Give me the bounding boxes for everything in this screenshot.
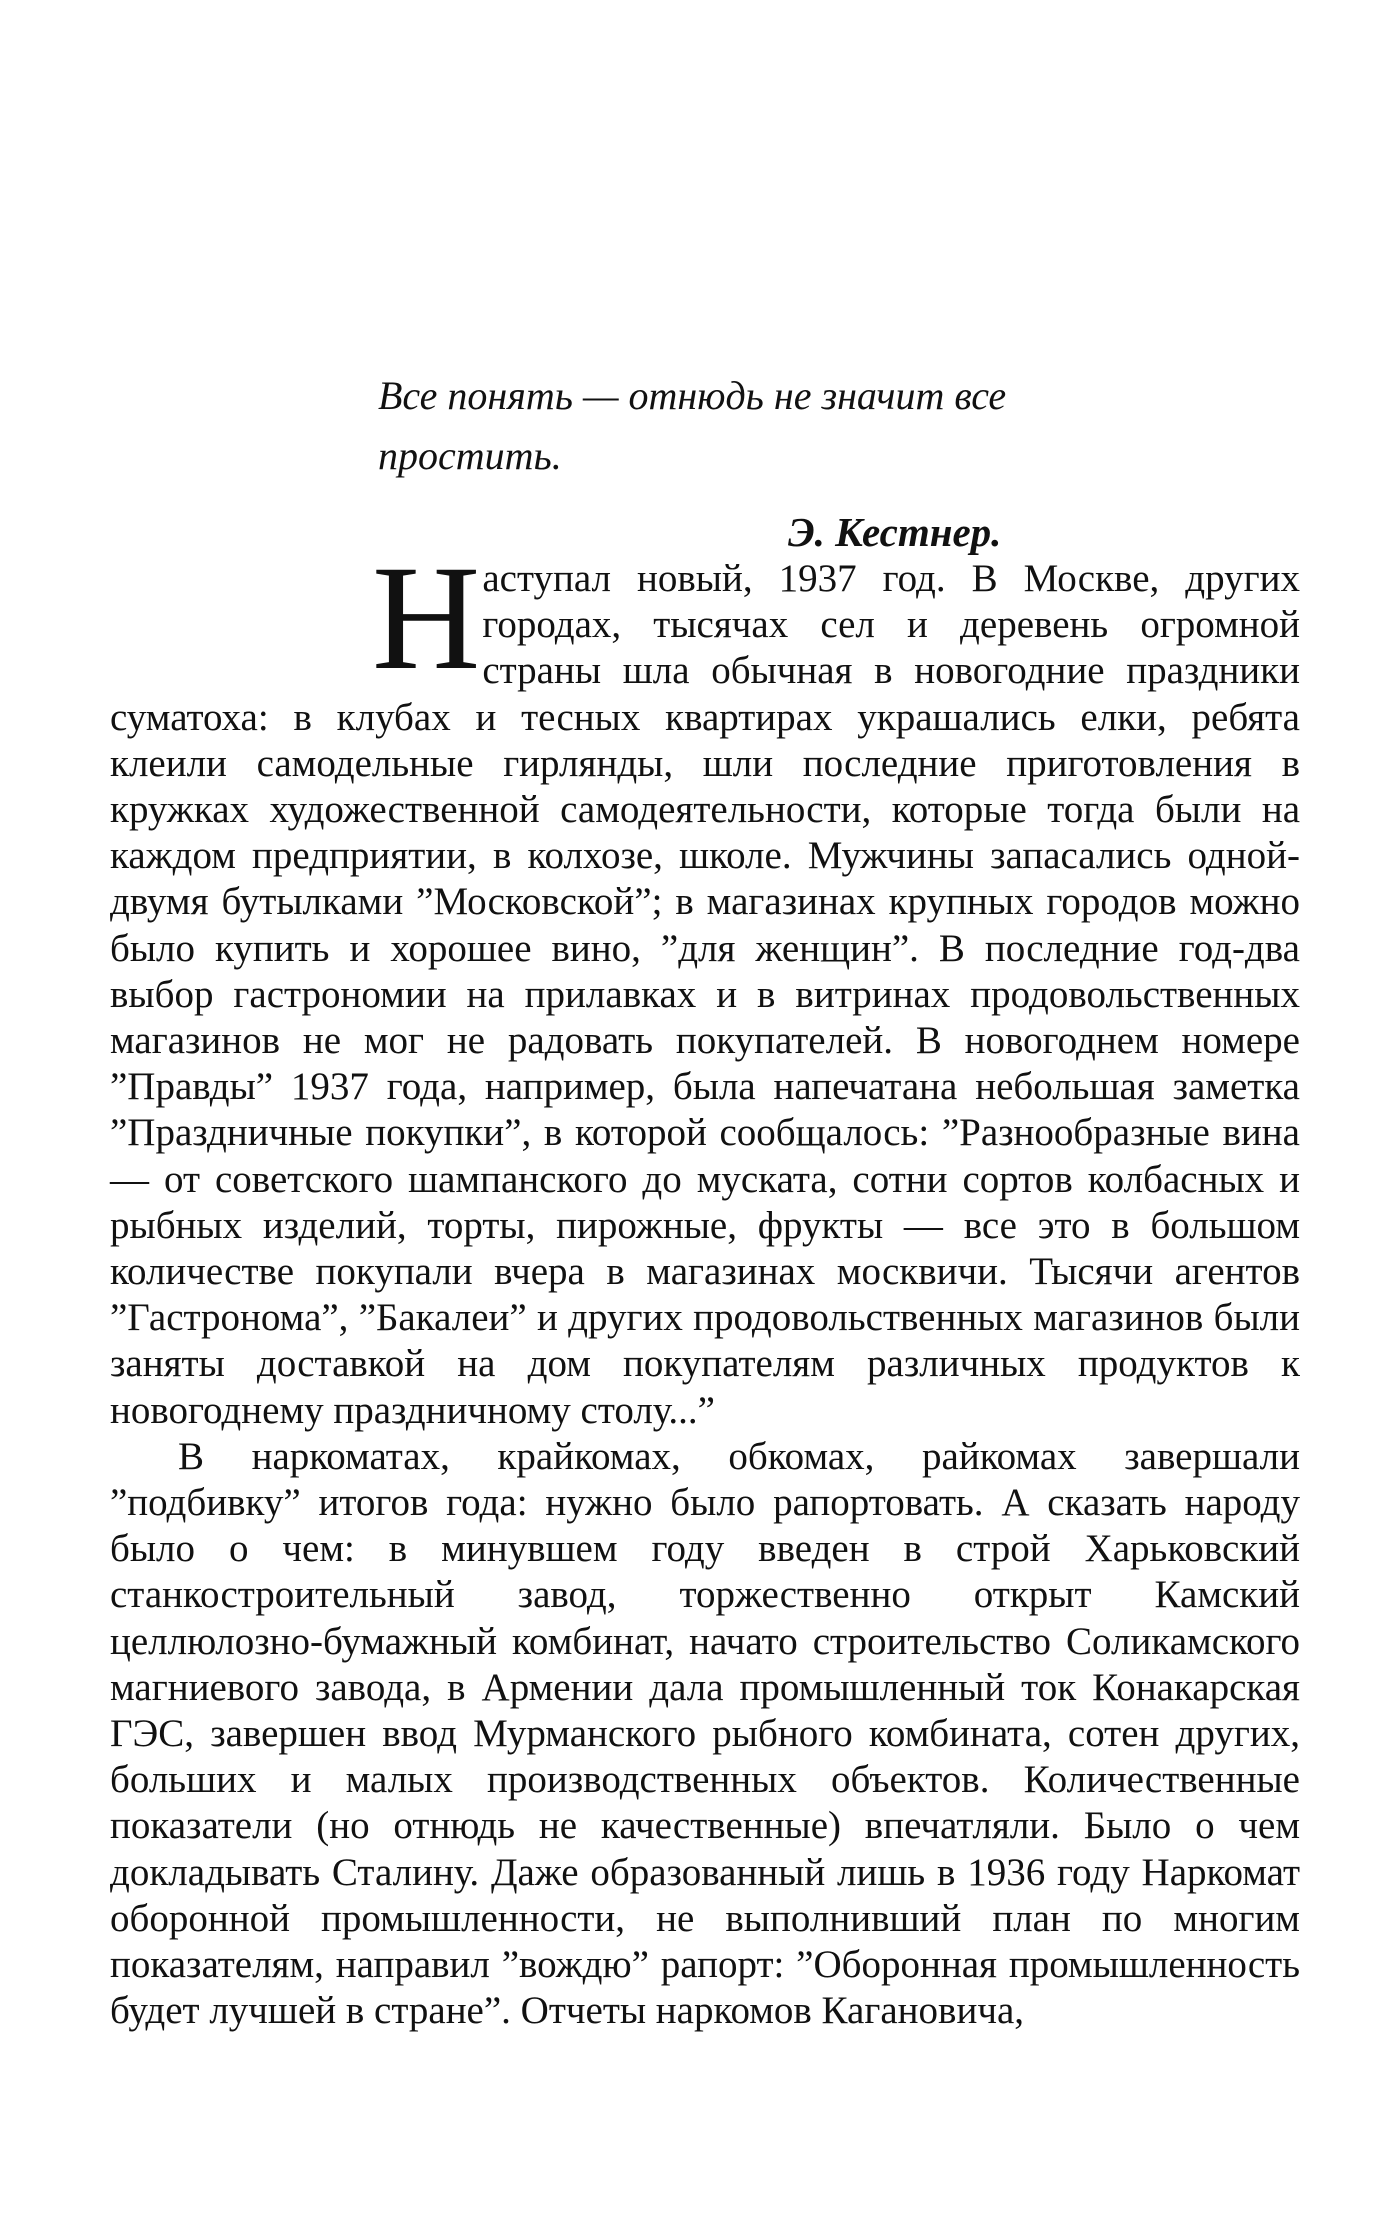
paragraph-1-text: аступал новый, 1937 год. В Москве, других городах, тысячах сел и деревень огромной страны шла обычная в новогодние праздники суматоха: в клубах и тесных квартирах украшались елки, ребята клеили самодельные гирлянды, шли последние приготовления в кружках художественной самодеятельности, которые тогда были на каждом предприятии, в колхозе, школе. Мужчины запасались одной-двумя бутылками ”Московской”; в магазинах крупных городов можно было купить и хорошее вино, ”для женщин”. В последние год-два выбор гастрономии на прилавках и в витринах продовольственных магазинов не мог не радовать покупателей. В новогоднем номере ”Правды” 1937 года, например, была напечатана небольшая заметка ”Праздничные покупки”, в которой сообщалось: ”Разнообразные вина — от советского шампанского до муската, сотни сортов колбасных и рыбных изделий, торты, пирожные, фрукты — все это в большом количестве покупали вчера в магазинах москвичи. Тысячи агентов ”Гастронома”, ”Бакалеи” и других продовольственных магазинов были заняты доставкой на дом покупателям различных продуктов к новогоднему праздничному столу...” <box>110 557 1300 1432</box>
drop-cap: Н <box>372 535 479 701</box>
epigraph-quote: Все понять — отнюдь не значит все простить. <box>378 373 1007 478</box>
body-text <box>110 535 1300 2035</box>
epigraph <box>378 366 1178 562</box>
paragraph-2: В наркоматах, крайкомах, обкомах, райкомах завершали ”подбивку” итогов года: нужно было рапортовать. А сказать народу было о чем: в минувшем году введен в строй Харьковский станкостроительный завод, торжественно открыт Камский целлюлозно-бумажный комбинат, начато строительство Соликамского магниевого завода, в Армении дала промышленный ток Конакарская ГЭС, завершен ввод Мурманского рыбного комбината, сотен других, больших и малых производственных объектов. Количественные показатели (но отнюдь не качественные) впечатляли. Было о чем докладывать Сталину. Даже образованный лишь в 1936 году Наркомат оборонной промышленности, не выполнивший план по многим показателям, направил ”вождю” рапорт: ”Оборонная промышленность будет лучшей в стране”. Отчеты наркомов Кагановича, <box>110 1434 1300 2033</box>
paragraph-1 <box>110 535 1300 1434</box>
epigraph-author: Э. Кестнер. <box>788 509 1002 555</box>
